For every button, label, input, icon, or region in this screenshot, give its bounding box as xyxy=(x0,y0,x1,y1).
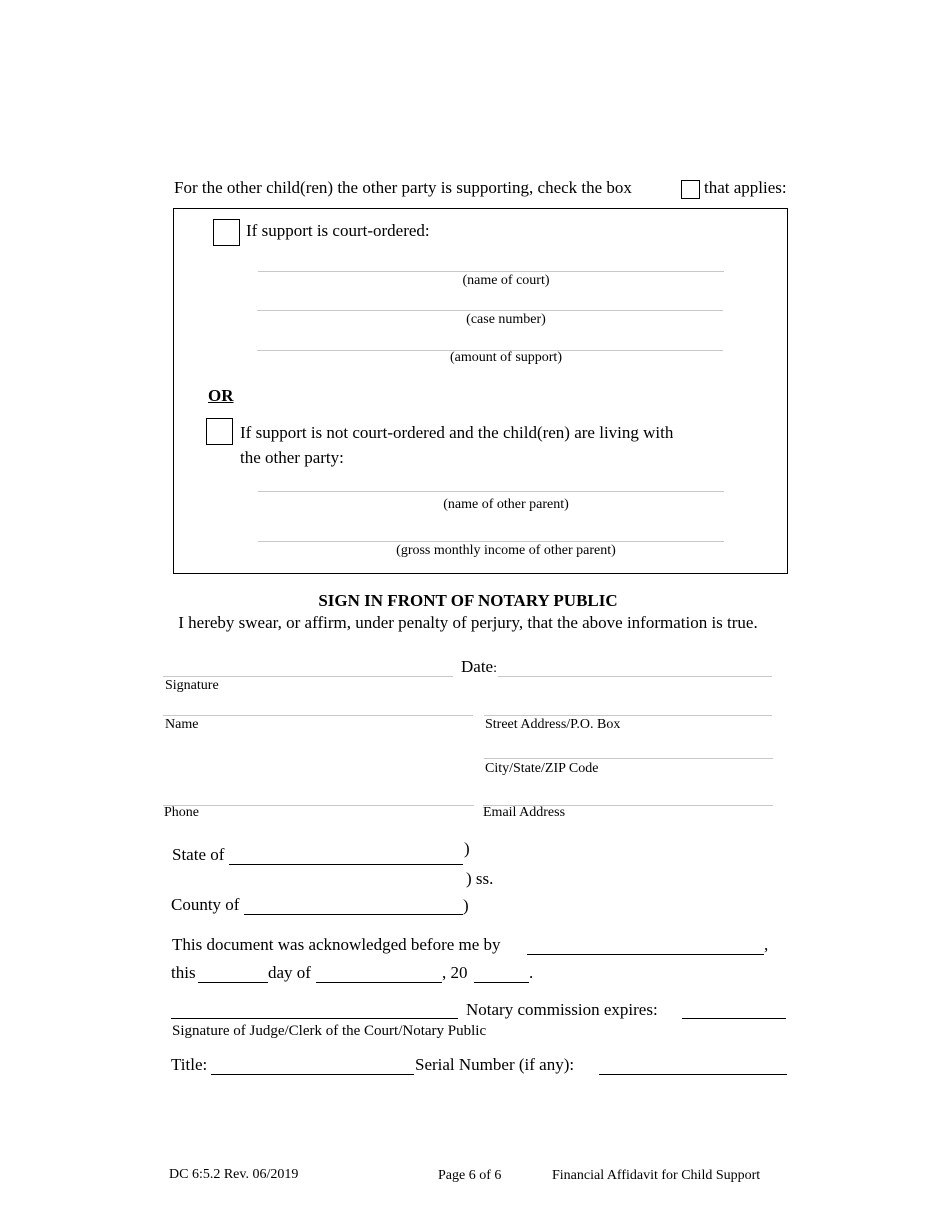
date-colon: : xyxy=(493,661,497,676)
serial-line[interactable] xyxy=(599,1074,787,1075)
intro-text xyxy=(174,178,632,198)
date-label-text: Date xyxy=(461,657,494,676)
year-line[interactable] xyxy=(474,982,529,983)
day-line[interactable] xyxy=(198,982,268,983)
ss-label: ) ss. xyxy=(466,869,494,888)
inline-checkbox-icon xyxy=(681,180,700,199)
not-court-ordered-checkbox[interactable] xyxy=(206,418,233,445)
case-number-line[interactable] xyxy=(257,310,723,311)
name-of-court-caption: (name of court) xyxy=(462,273,550,288)
oath-text: I hereby swear, or affirm, under penalty of perjury, that the above information is true. xyxy=(178,613,758,632)
footer-page-number: Page 6 of 6 xyxy=(438,1168,502,1183)
phone-caption: Phone xyxy=(164,805,199,820)
city-line[interactable] xyxy=(484,758,773,759)
intro-text-before: For the other child(ren) the other party is supporting, check the box xyxy=(174,178,632,197)
notary-signature-line[interactable] xyxy=(171,1018,458,1019)
state-of-label: State of xyxy=(172,845,225,864)
case-number-caption: (case number) xyxy=(466,312,546,327)
commission-label: Notary commission expires: xyxy=(466,1000,658,1019)
notary-signature-caption: Signature of Judge/Clerk of the Court/Notary Public xyxy=(172,1023,487,1039)
gross-income-caption: (gross monthly income of other parent) xyxy=(396,543,616,558)
name-of-other-parent-caption: (name of other parent) xyxy=(443,497,569,512)
name-of-other-parent-line[interactable] xyxy=(258,491,724,492)
name-caption: Name xyxy=(165,717,199,732)
acknowledged-text: This document was acknowledged before me by xyxy=(172,935,501,954)
county-of-line[interactable] xyxy=(244,914,463,915)
or-label: OR xyxy=(208,386,234,405)
county-of-label: County of xyxy=(171,895,240,914)
year-period: . xyxy=(529,963,534,982)
city-caption: City/State/ZIP Code xyxy=(485,761,599,776)
signature-caption: Signature xyxy=(165,678,219,693)
amount-of-support-caption: (amount of support) xyxy=(450,350,562,365)
court-ordered-checkbox[interactable] xyxy=(213,219,240,246)
sign-heading: SIGN IN FRONT OF NOTARY PUBLIC xyxy=(318,591,618,610)
acknowledged-by-line[interactable] xyxy=(527,954,764,955)
court-ordered-label: If support is court-ordered: xyxy=(246,221,430,240)
other-children-box xyxy=(173,208,788,574)
serial-label: Serial Number (if any): xyxy=(415,1055,575,1074)
not-court-ordered-label-line1: If support is not court-ordered and the child(ren) are living with xyxy=(240,423,674,442)
email-caption: Email Address xyxy=(483,805,566,820)
commission-line[interactable] xyxy=(682,1018,786,1019)
date-label xyxy=(461,657,497,677)
day-of-label: day of xyxy=(268,963,311,982)
month-line[interactable] xyxy=(316,982,442,983)
name-line[interactable] xyxy=(163,715,473,716)
year-prefix: , 20 xyxy=(442,963,468,982)
this-label: this xyxy=(171,963,196,982)
state-of-line[interactable] xyxy=(229,864,463,865)
footer-form-id: DC 6:5.2 Rev. 06/2019 xyxy=(169,1167,299,1182)
paren-top: ) xyxy=(464,839,470,858)
signature-line[interactable] xyxy=(163,676,453,677)
title-line[interactable] xyxy=(211,1074,414,1075)
name-of-court-line[interactable] xyxy=(258,271,724,272)
phone-line[interactable] xyxy=(163,805,474,806)
street-caption: Street Address/P.O. Box xyxy=(485,717,621,732)
paren-bottom: ) xyxy=(463,896,469,915)
street-line[interactable] xyxy=(484,715,772,716)
gross-income-line[interactable] xyxy=(258,541,724,542)
intro-text-after: that applies: xyxy=(704,178,787,197)
title-label: Title: xyxy=(171,1055,208,1074)
date-line[interactable] xyxy=(498,676,772,677)
footer-form-title: Financial Affidavit for Child Support xyxy=(552,1168,761,1183)
not-court-ordered-label-line2: the other party: xyxy=(240,448,344,467)
acknowledged-comma: , xyxy=(764,935,769,954)
